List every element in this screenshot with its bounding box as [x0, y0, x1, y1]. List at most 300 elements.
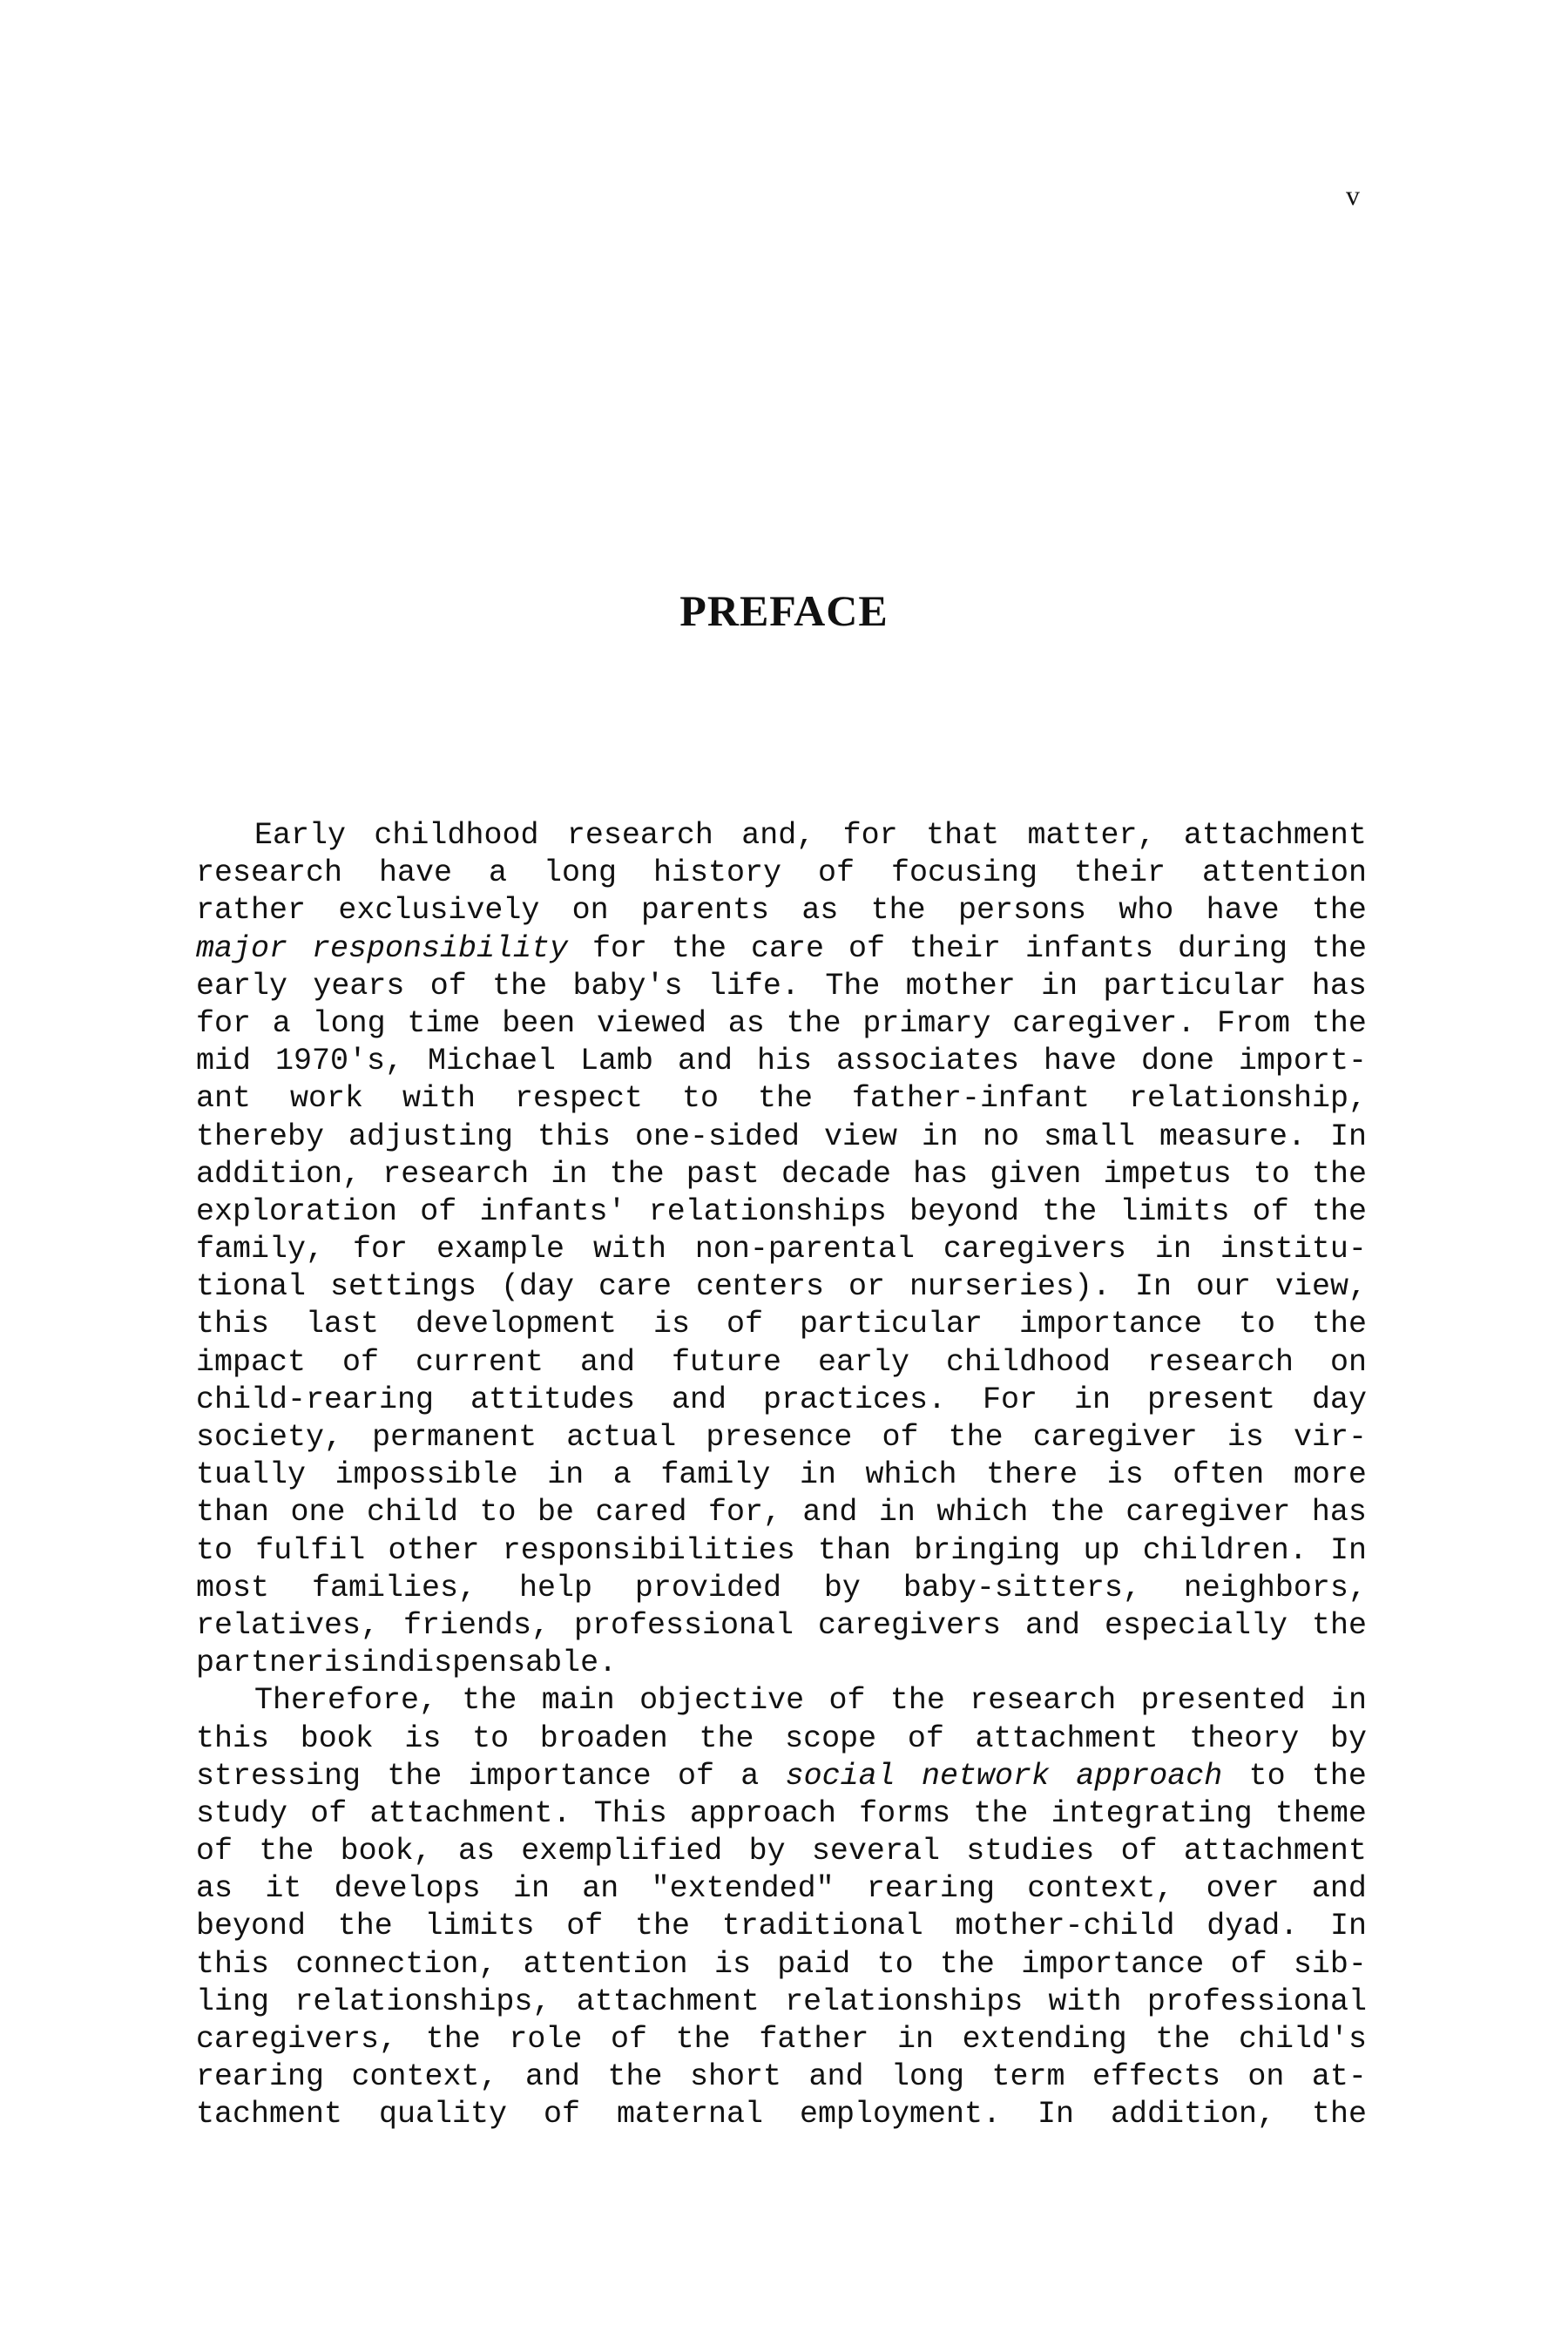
word: often [1173, 1457, 1265, 1493]
word: have [1043, 1044, 1117, 1079]
word: development [415, 1307, 618, 1342]
text-line [196, 1043, 1367, 1080]
word: and [802, 1495, 858, 1531]
word: centers [695, 1269, 824, 1305]
word: stressing [196, 1758, 362, 1794]
word: the [1311, 1607, 1367, 1643]
word: limits [1119, 1193, 1230, 1229]
text-line [196, 1532, 1367, 1570]
word: in [1154, 1232, 1192, 1267]
word: infants' [479, 1193, 626, 1229]
word: last [305, 1307, 379, 1342]
word: of [907, 1720, 944, 1756]
word: is [324, 1646, 362, 1681]
word: book, [340, 1834, 432, 1869]
word: studies [966, 1834, 1095, 1869]
word: fulfil [255, 1532, 366, 1568]
word: to [1238, 1307, 1275, 1342]
word: the [973, 1795, 1029, 1831]
word: baby-sitters, [902, 1570, 1141, 1605]
word: in [1329, 1683, 1367, 1719]
word: relationships, [294, 1984, 551, 2019]
word: caregivers [817, 1607, 1002, 1643]
word: in [1074, 1382, 1112, 1417]
word: For [983, 1382, 1038, 1417]
word: child [366, 1495, 458, 1531]
word: research [382, 1156, 530, 1192]
text-line [196, 817, 1367, 855]
word: institu- [1220, 1232, 1367, 1267]
word: view [823, 1119, 897, 1154]
word: a [612, 1457, 632, 1493]
word: the [699, 1720, 754, 1756]
text-line [196, 1494, 1367, 1531]
word: the [607, 2059, 663, 2095]
word: vir- [1293, 1420, 1367, 1455]
word: as [727, 1005, 765, 1041]
word: for [196, 1005, 252, 1041]
word: mother-child [955, 1909, 1175, 1944]
word: the [337, 1909, 393, 1944]
word: as [457, 1834, 495, 1869]
word: especially [1104, 1607, 1288, 1643]
word: is [404, 1720, 442, 1756]
word: non-parental [694, 1232, 915, 1267]
word: who [1119, 893, 1174, 929]
word: the [634, 1909, 690, 1944]
word: presence [706, 1420, 853, 1455]
text-line [196, 1193, 1367, 1231]
word: is [1227, 1420, 1264, 1455]
word: and [579, 1344, 635, 1380]
word: as [801, 893, 839, 929]
word: term [991, 2059, 1065, 2095]
word: is [652, 1307, 690, 1342]
word: and, [741, 818, 815, 853]
word: and [1311, 1871, 1367, 1907]
word: baby's [572, 968, 683, 1004]
word: family [660, 1457, 771, 1493]
word: respect [514, 1081, 643, 1117]
word: mother [905, 968, 1016, 1004]
text-line [196, 1382, 1367, 1419]
word: the [425, 2022, 481, 2057]
word: early [817, 1344, 909, 1380]
word: there [986, 1457, 1078, 1493]
text-line [196, 1758, 1367, 1795]
word: the [387, 1758, 443, 1794]
word: with [592, 1232, 666, 1267]
word: extending [962, 2022, 1127, 2057]
word: exploration [196, 1193, 398, 1229]
word: this [196, 1946, 270, 1982]
word: addition, [196, 1156, 362, 1192]
word: in [799, 1457, 836, 1493]
word: or [848, 1269, 885, 1305]
word: long [312, 1005, 386, 1041]
word: viewed [596, 1005, 707, 1041]
word: on [571, 893, 609, 929]
word: mid [196, 1044, 252, 1079]
text-line [196, 1984, 1367, 2021]
word: the [786, 1005, 841, 1041]
text-line [196, 1080, 1367, 1118]
word: theme [1274, 1795, 1367, 1831]
word: book [300, 1720, 374, 1756]
word: major [196, 930, 288, 966]
word: a [488, 855, 507, 891]
word: connection, [295, 1946, 497, 1982]
word: social [785, 1758, 896, 1794]
word: long [543, 855, 617, 891]
word: which [936, 1495, 1029, 1531]
word: other [388, 1532, 480, 1568]
word: relationships [785, 1984, 1024, 2019]
word: adjusting [348, 1119, 514, 1154]
word: of [420, 1193, 457, 1229]
word: children. [1142, 1532, 1308, 1568]
word: particular [1103, 968, 1287, 1004]
word: current [415, 1344, 544, 1380]
word: up [1083, 1532, 1120, 1568]
word: to [1248, 1758, 1286, 1794]
word: persons [957, 893, 1086, 929]
word: this [196, 1307, 270, 1342]
word: the [1311, 1156, 1367, 1192]
word: the [757, 1081, 813, 1117]
word: one-sided [634, 1119, 801, 1154]
word: the [462, 1683, 517, 1719]
text-line [196, 1344, 1367, 1382]
word: our [1195, 1269, 1251, 1305]
text-line [196, 968, 1367, 1005]
word: the [939, 1946, 995, 1982]
word: rearing [866, 1871, 995, 1907]
word: is [1106, 1457, 1144, 1493]
word: society, [196, 1420, 343, 1455]
word: paid [777, 1946, 851, 1982]
word: responsibilities [502, 1532, 795, 1568]
word: of [882, 1420, 919, 1455]
word: to [1253, 1156, 1290, 1192]
page-number: v [1346, 179, 1360, 211]
word: with [1048, 1984, 1122, 2019]
word: one [290, 1495, 346, 1531]
word: done [1140, 1044, 1214, 1079]
word: main [541, 1683, 615, 1719]
word: dyad. [1206, 1909, 1299, 1944]
word: beyond [909, 1193, 1020, 1229]
word: partner [196, 1646, 325, 1681]
word: Early [254, 818, 347, 853]
word: with [402, 1081, 476, 1117]
word: attachment [975, 1720, 1159, 1756]
text-line [196, 1570, 1367, 1607]
word: and [677, 1044, 733, 1079]
word: parents [640, 893, 770, 929]
text-line [196, 1645, 1367, 1682]
word: role [509, 2022, 583, 2057]
text-line [196, 1419, 1367, 1456]
word: the [1311, 1005, 1367, 1041]
word: care [598, 1269, 672, 1305]
word: scope [785, 1720, 877, 1756]
text-line [196, 1005, 1367, 1043]
word: of [726, 1307, 763, 1342]
word: beyond [196, 1909, 307, 1944]
word: been [502, 1005, 576, 1041]
word: for [352, 1232, 408, 1267]
word: maternal [616, 2097, 764, 2132]
word: small [1043, 1119, 1135, 1154]
text-line [196, 892, 1367, 929]
text-line [196, 1946, 1367, 1984]
word: impact [196, 1344, 307, 1380]
word: of [677, 1758, 714, 1794]
word: of [611, 2022, 648, 2057]
word: during [1177, 930, 1288, 966]
word: responsibility [312, 930, 569, 966]
word: professional [573, 1607, 794, 1643]
word: In [1037, 2097, 1075, 2132]
word: friends, [403, 1607, 551, 1643]
word: as [196, 1871, 233, 1907]
word: Therefore, [254, 1683, 438, 1719]
word: to [681, 1081, 719, 1117]
word: tional [196, 1269, 307, 1305]
word: neighbors, [1183, 1570, 1367, 1605]
word: and [1024, 1607, 1080, 1643]
word: of [1252, 1193, 1289, 1229]
paragraph [196, 1682, 1367, 2133]
word: bringing [914, 1532, 1061, 1568]
word: of [1230, 1946, 1267, 1982]
word: impetus [1103, 1156, 1232, 1192]
word: research [1146, 1344, 1294, 1380]
word: to [479, 1495, 517, 1531]
word: no [982, 1119, 1019, 1154]
word: the [1311, 893, 1367, 929]
word: his [756, 1044, 812, 1079]
text-line [196, 2058, 1367, 2096]
word: attention [523, 1946, 688, 1982]
word: the [259, 1834, 314, 1869]
word: particular [799, 1307, 983, 1342]
word: family, [196, 1232, 325, 1267]
word: professional [1146, 1984, 1367, 2019]
word: attachment [1183, 818, 1367, 853]
word: has [1311, 968, 1367, 1004]
text-line [196, 1682, 1367, 1720]
word: context, [1027, 1871, 1174, 1907]
word: have [1206, 893, 1280, 929]
word: of [196, 1834, 233, 1869]
text-line [196, 1119, 1367, 1156]
text-line [196, 1156, 1367, 1193]
word: care [751, 930, 825, 966]
word: more [1293, 1457, 1367, 1493]
word: long [890, 2059, 964, 2095]
word: study [196, 1795, 288, 1831]
word: and [525, 2059, 581, 2095]
word: broaden [539, 1720, 668, 1756]
word: have [379, 855, 453, 891]
word: quality [379, 2097, 508, 2132]
word: theory [1189, 1720, 1300, 1756]
word: in [921, 1119, 958, 1154]
word: rearing [196, 2059, 325, 2095]
word: a [740, 1758, 760, 1794]
word: tually [196, 1457, 307, 1493]
word: of [342, 1344, 380, 1380]
word: early [196, 968, 288, 1004]
word: research [970, 1683, 1117, 1719]
word: context, [351, 2059, 498, 2095]
word: to [196, 1532, 233, 1568]
word: impossible [335, 1457, 518, 1493]
word: research [566, 818, 713, 853]
word: integrating [1051, 1795, 1253, 1831]
word: practices. [763, 1382, 947, 1417]
word: child's [1238, 2022, 1367, 2057]
word: This [593, 1795, 667, 1831]
word: relationship, [1128, 1081, 1367, 1117]
word: relationships [648, 1193, 887, 1229]
text-line [196, 855, 1367, 892]
text-line [196, 1908, 1367, 1945]
word: relatives, [196, 1607, 380, 1643]
word: short [689, 2059, 781, 2095]
text-line [196, 1795, 1367, 1833]
word: the [1311, 1307, 1367, 1342]
word: past [686, 1156, 760, 1192]
word: the [675, 2022, 731, 2057]
word: than [818, 1532, 892, 1568]
word: of [544, 2097, 581, 2132]
word: view, [1274, 1269, 1367, 1305]
word: the [1049, 1495, 1105, 1531]
word: effects [1092, 2059, 1220, 2095]
word: of [848, 930, 885, 966]
word: by [823, 1570, 861, 1605]
word: develops [334, 1871, 481, 1907]
text-line [196, 1268, 1367, 1306]
word: the [889, 1683, 945, 1719]
text-line [196, 1720, 1367, 1758]
word: that [926, 818, 1000, 853]
word: permanent [372, 1420, 537, 1455]
word: attitudes [470, 1382, 636, 1417]
word: forms [859, 1795, 951, 1831]
word: of [429, 968, 467, 1004]
word: the [1155, 2022, 1211, 2057]
word: families, [311, 1570, 476, 1605]
word: of [828, 1683, 866, 1719]
word: future [671, 1344, 781, 1380]
word: for [592, 930, 648, 966]
word: indispensable. [361, 1646, 618, 1681]
word: most [196, 1570, 270, 1605]
word: child-rearing [196, 1382, 435, 1417]
word: by [748, 1834, 786, 1869]
word: of [566, 1909, 604, 1944]
word: (day [501, 1269, 575, 1305]
word: given [990, 1156, 1082, 1192]
word: in [878, 1495, 916, 1531]
word: the [1311, 1193, 1367, 1229]
word: caregiver [1032, 1420, 1198, 1455]
word: exemplified [521, 1834, 723, 1869]
word: by [1329, 1720, 1367, 1756]
word: years [313, 968, 405, 1004]
word: importance [1018, 1307, 1203, 1342]
word: in [1041, 968, 1078, 1004]
word: focusing [890, 855, 1037, 891]
word: importance [468, 1758, 652, 1794]
word: associates [835, 1044, 1019, 1079]
word: father-infant [851, 1081, 1090, 1117]
word: than [196, 1495, 270, 1531]
word: In [1134, 1269, 1172, 1305]
word: In [1329, 1119, 1367, 1154]
word: has [913, 1156, 969, 1192]
word: ling [196, 1984, 270, 2019]
text-line [196, 1306, 1367, 1343]
word: "extended" [651, 1871, 835, 1907]
word: this [537, 1119, 612, 1154]
word: addition, [1110, 2097, 1276, 2132]
word: their [1073, 855, 1166, 891]
word: the [1311, 930, 1367, 966]
word: on [1247, 2059, 1285, 2095]
word: presented [1140, 1683, 1306, 1719]
word: actual [566, 1420, 677, 1455]
word: has [1311, 1495, 1367, 1531]
word: for [842, 818, 898, 853]
word: in [896, 2022, 934, 2057]
word: the [948, 1420, 1004, 1455]
word: on [1329, 1344, 1367, 1380]
paragraph [196, 817, 1367, 1682]
word: work [289, 1081, 363, 1117]
word: attention [1201, 855, 1367, 891]
word: caregivers [943, 1232, 1126, 1267]
text-line [196, 1607, 1367, 1645]
word: be [537, 1495, 574, 1531]
word: which [865, 1457, 957, 1493]
word: example [436, 1232, 564, 1267]
text-line [196, 1870, 1367, 1908]
word: ant [196, 1081, 252, 1117]
word: day [1311, 1382, 1367, 1417]
text-line [196, 2021, 1367, 2058]
word: attachment [1183, 1834, 1367, 1869]
word: the [1042, 1193, 1098, 1229]
word: history [652, 855, 781, 891]
text-line [196, 1231, 1367, 1268]
word: in [512, 1871, 550, 1907]
word: the [1311, 1758, 1367, 1794]
word: of [1120, 1834, 1158, 1869]
word: importance [1021, 1946, 1205, 1982]
word: father [759, 2022, 869, 2057]
word: From [1217, 1005, 1291, 1041]
word: several [811, 1834, 940, 1869]
word: caregiver. [1012, 1005, 1196, 1041]
word: approach [1076, 1758, 1223, 1794]
word: at- [1311, 2059, 1367, 2095]
word: help [518, 1570, 592, 1605]
